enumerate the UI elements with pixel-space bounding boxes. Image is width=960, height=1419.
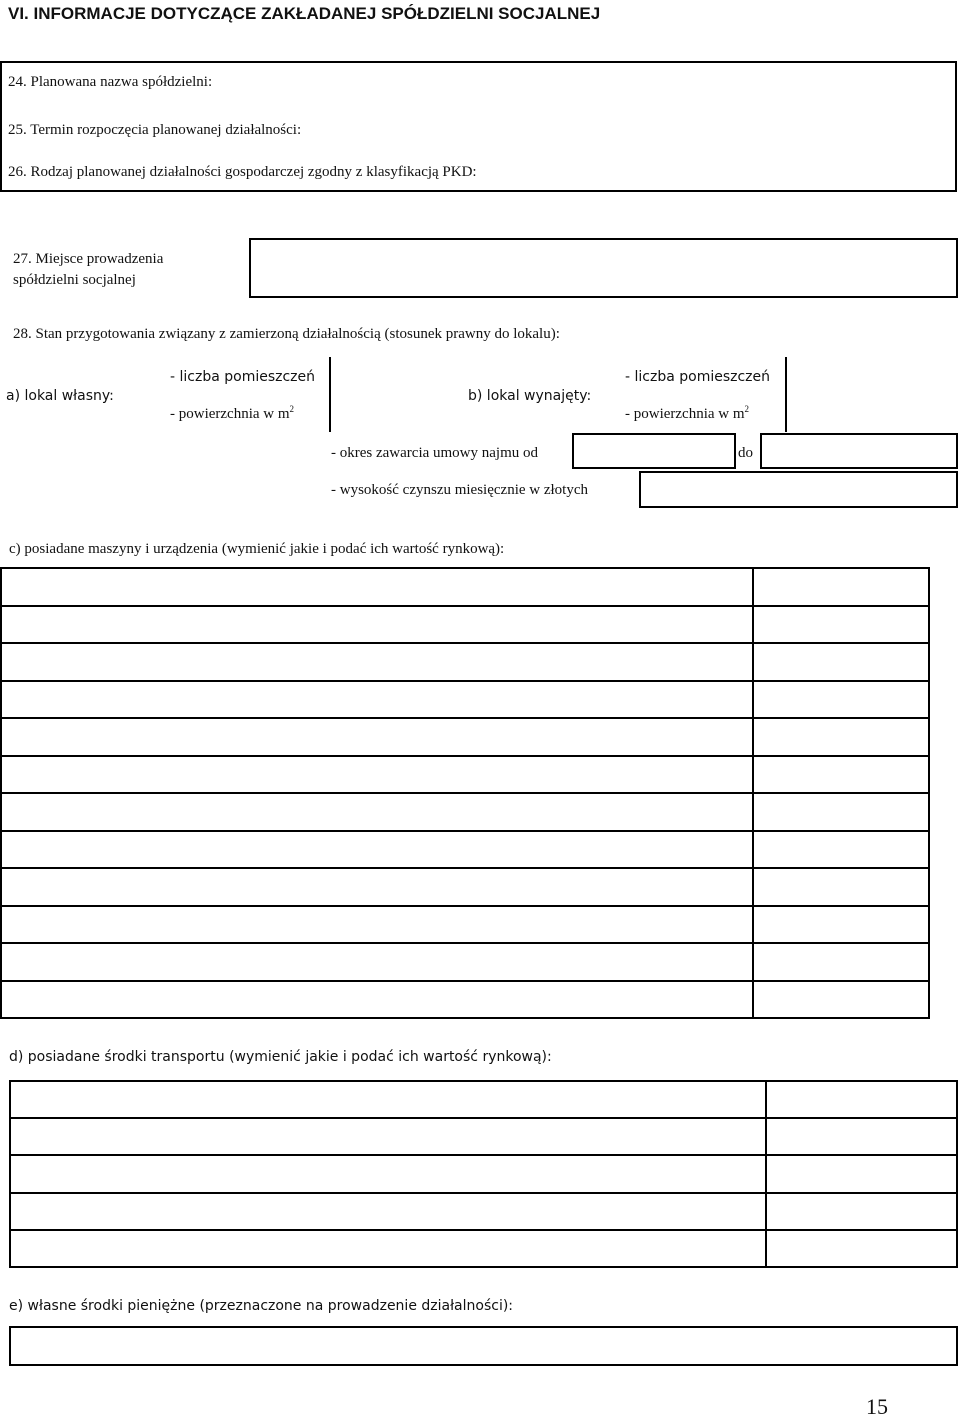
location-label-line2: spółdzielni socjalnej [13, 272, 136, 288]
table-row [10, 1118, 957, 1155]
pkd-activity-label: 26. Rodzaj planowanej działalności gospodarczej zgodny z klasyfikacją PKD: [8, 164, 477, 180]
machine-name-cell[interactable] [1, 568, 753, 606]
transport-name-cell[interactable] [10, 1081, 766, 1118]
machine-value-cell[interactable] [753, 868, 929, 906]
table-row [1, 943, 929, 981]
transport-name-cell[interactable] [10, 1230, 766, 1267]
table-row [1, 643, 929, 681]
cash-field[interactable] [9, 1326, 958, 1366]
contract-period-label: - okres zawarcia umowy najmu od [331, 445, 539, 461]
machine-value-cell[interactable] [753, 606, 929, 644]
machine-name-cell[interactable] [1, 793, 753, 831]
transport-table [9, 1080, 958, 1268]
machine-name-cell[interactable] [1, 943, 753, 981]
machine-value-cell[interactable] [753, 793, 929, 831]
table-row [1, 868, 929, 906]
table-row [10, 1155, 957, 1192]
location-label-line1: 27. Miejsce prowadzenia [13, 251, 164, 267]
own-rooms-field[interactable] [333, 360, 453, 390]
table-row [10, 1081, 957, 1118]
table-row [10, 1193, 957, 1230]
transport-name-cell[interactable] [10, 1118, 766, 1155]
section-title: VI. INFORMACJE DOTYCZĄCE ZAKŁADANEJ SPÓŁDZIELNI SOCJALNEJ [8, 4, 601, 23]
own-rooms-label: - liczba pomieszczeń [170, 369, 316, 385]
machine-name-cell[interactable] [1, 981, 753, 1019]
machine-value-cell[interactable] [753, 981, 929, 1019]
machine-value-cell[interactable] [753, 831, 929, 869]
machine-value-cell[interactable] [753, 756, 929, 794]
machine-name-cell[interactable] [1, 831, 753, 869]
table-row [1, 831, 929, 869]
table-row [1, 756, 929, 794]
machine-value-cell[interactable] [753, 568, 929, 606]
page-number: 15 [866, 1394, 888, 1419]
own-premises-label: a) lokal własny: [6, 388, 114, 404]
table-row [1, 981, 929, 1019]
rented-rooms-field[interactable] [789, 360, 949, 390]
table-row [1, 606, 929, 644]
machine-value-cell[interactable] [753, 943, 929, 981]
table-row [1, 793, 929, 831]
machines-table [0, 567, 930, 1019]
table-row [10, 1230, 957, 1267]
cash-label: e) własne środki pieniężne (przeznaczone na prowadzenie działalności): [9, 1298, 514, 1314]
transport-value-cell[interactable] [766, 1081, 957, 1118]
rented-area-field[interactable] [789, 398, 949, 428]
contract-to-label: do [738, 445, 753, 461]
transport-label: d) posiadane środki transportu (wymienić jakie i podać ich wartość rynkową): [9, 1049, 552, 1065]
planned-name-field[interactable] [250, 68, 950, 96]
transport-value-cell[interactable] [766, 1193, 957, 1230]
preparation-status-label: 28. Stan przygotowania związany z zamierzoną działalnością (stosunek prawny do lokalu): [13, 326, 560, 342]
monthly-rent-label: - wysokość czynszu miesięcznie w złotych [331, 482, 588, 498]
rented-fields-left-border [785, 357, 787, 432]
start-date-field[interactable] [350, 116, 950, 144]
contract-from-field[interactable] [572, 433, 736, 469]
transport-name-cell[interactable] [10, 1155, 766, 1192]
transport-value-cell[interactable] [766, 1118, 957, 1155]
rented-area-label: - powierzchnia w $m^2$ [625, 404, 750, 422]
machine-value-cell[interactable] [753, 906, 929, 944]
transport-name-cell[interactable] [10, 1193, 766, 1230]
rented-rooms-label: - liczba pomieszczeń [625, 369, 771, 385]
machine-name-cell[interactable] [1, 681, 753, 719]
machine-name-cell[interactable] [1, 868, 753, 906]
transport-value-cell[interactable] [766, 1230, 957, 1267]
machine-value-cell[interactable] [753, 681, 929, 719]
machine-name-cell[interactable] [1, 606, 753, 644]
location-field[interactable] [249, 238, 958, 298]
planned-name-label: 24. Planowana nazwa spółdzielni: [8, 74, 213, 90]
machine-name-cell[interactable] [1, 643, 753, 681]
table-row [1, 718, 929, 756]
pkd-activity-field[interactable] [548, 156, 948, 186]
transport-value-cell[interactable] [766, 1155, 957, 1192]
machines-label: c) posiadane maszyny i urządzenia (wymienić jakie i podać ich wartość rynkową): [9, 541, 505, 557]
monthly-rent-field[interactable] [639, 471, 958, 508]
table-row [1, 568, 929, 606]
machine-name-cell[interactable] [1, 756, 753, 794]
machine-value-cell[interactable] [753, 643, 929, 681]
machine-name-cell[interactable] [1, 718, 753, 756]
machine-value-cell[interactable] [753, 718, 929, 756]
machine-name-cell[interactable] [1, 906, 753, 944]
rented-premises-label: b) lokal wynajęty: [468, 388, 592, 404]
own-area-label: - powierzchnia w $m^2$ [170, 404, 295, 422]
own-fields-left-border [329, 357, 331, 432]
table-row [1, 681, 929, 719]
start-date-label: 25. Termin rozpoczęcia planowanej działalności: [8, 122, 302, 138]
contract-to-field[interactable] [760, 433, 958, 469]
table-row [1, 906, 929, 944]
own-area-field[interactable] [333, 398, 453, 428]
